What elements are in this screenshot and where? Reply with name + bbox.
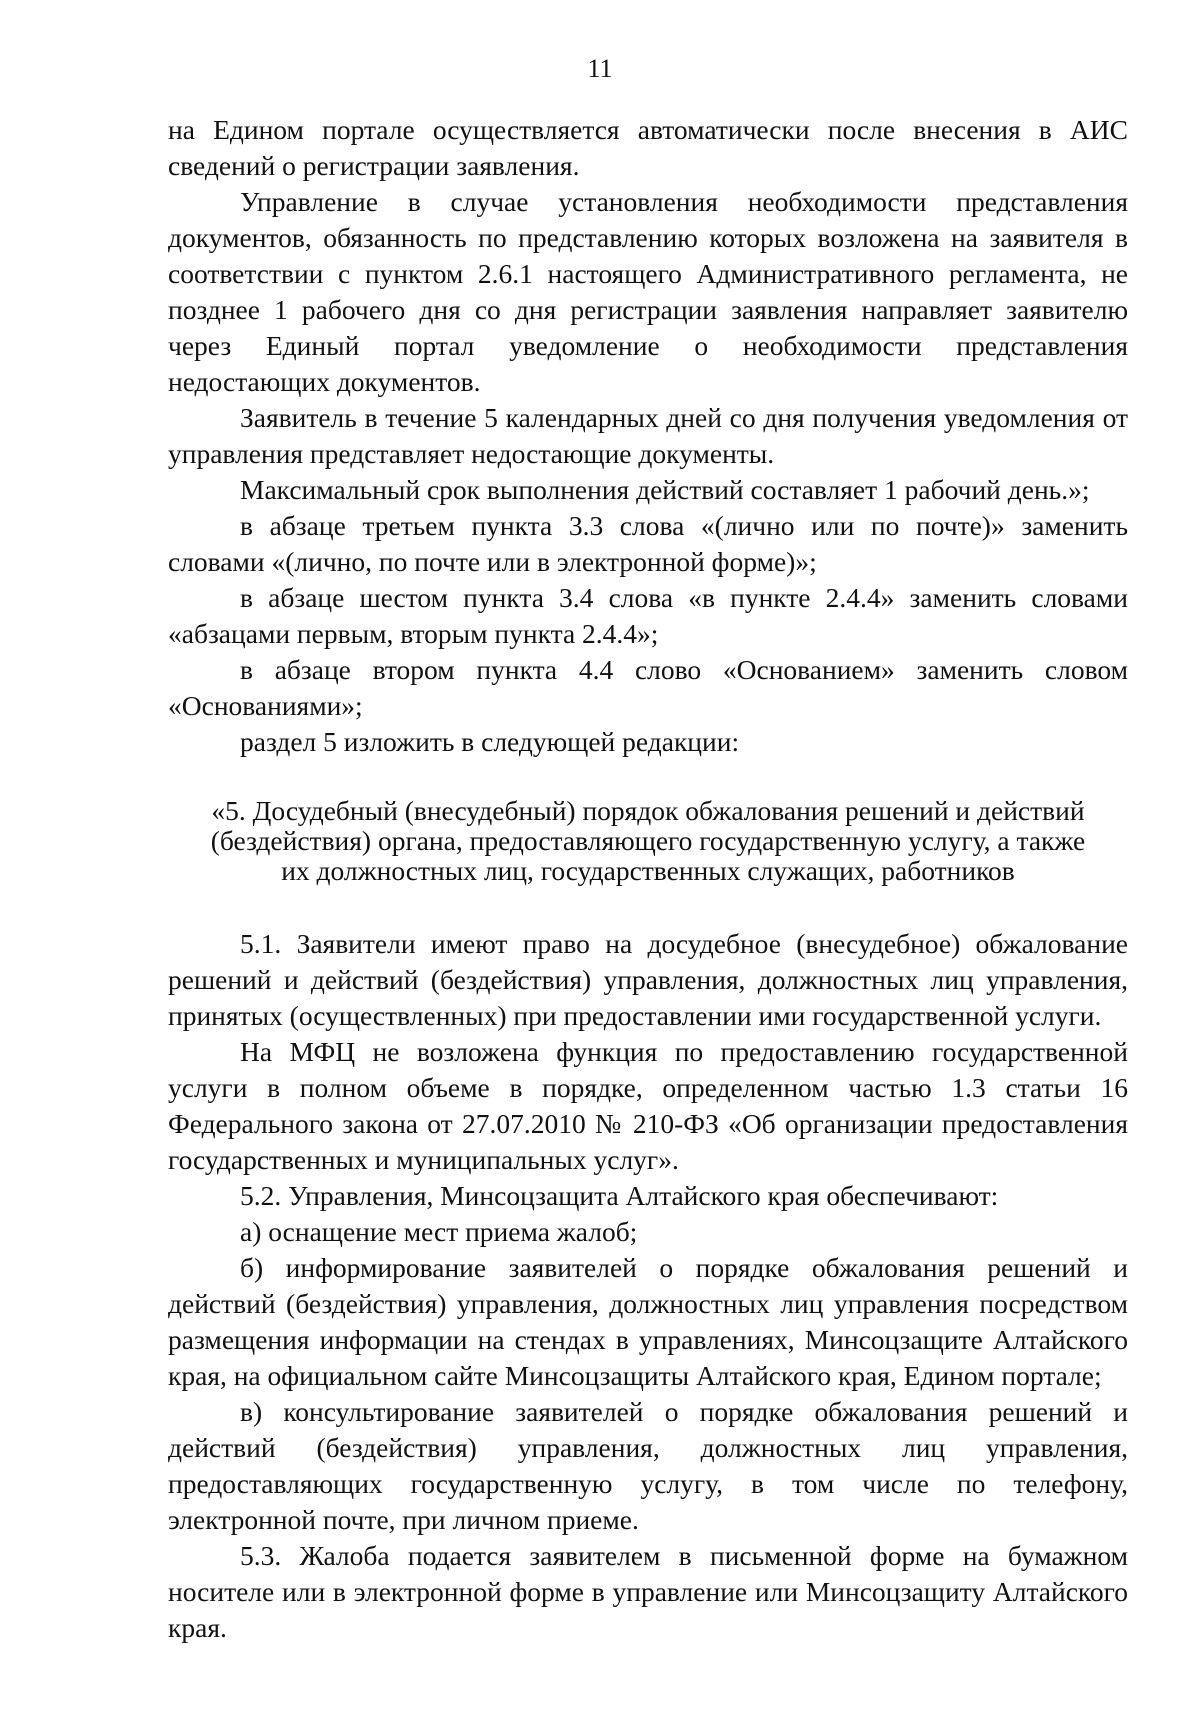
section-paragraph: в) консультирование заявителей о порядке обжалования решений и действий (бездействия) управления, должностных лиц управления, предоставляющих государственную услугу, в том числе по телефону, электронной почте, при личном приеме. (168, 1396, 1128, 1535)
section-paragraph: На МФЦ не возложена функция по предоставлению государственной услуги в полном объеме в порядке, определенном частью 1.3 статьи 16 Федерального закона от 27.07.2010 № 210-ФЗ «Об организации предоставления государственных и муниципальных услуг». (168, 1036, 1128, 1175)
paragraph: в абзаце третьем пункта 3.3 слова «(лично или по почте)» заменить словами «(лично, по почте или в электронной форме)»; (168, 510, 1128, 577)
paragraph: в абзаце шестом пункта 3.4 слова «в пункте 2.4.4» заменить словами «абзацами первым, вторым пункта 2.4.4»; (168, 582, 1128, 649)
paragraph: Управление в случае установления необходимости представления документов, обязанность по представлению которых возложена на заявителя в соответствии с пунктом 2.6.1 настоящего Административного регламента, не позднее 1 рабочего дня со дня регистрации заявления направляет заявителю через Единый портал уведомление о необходимости представления недостающих документов. (168, 186, 1128, 397)
section-paragraph: а) оснащение мест приема жалоб; (240, 1216, 638, 1247)
paragraph: раздел 5 изложить в следующей редакции: (240, 726, 740, 757)
paragraph-continuation: на Едином портале осуществляется автоматически после внесения в АИС сведений о регистрации заявления. (168, 114, 1128, 181)
section-paragraph: 5.2. Управления, Минсоцзащита Алтайского края обеспечивают: (240, 1180, 999, 1211)
paragraph: Максимальный срок выполнения действий составляет 1 рабочий день.»; (240, 474, 1090, 505)
page-number: 11 (587, 54, 613, 83)
document-body (168, 112, 1128, 1646)
paragraph: Заявитель в течение 5 календарных дней со дня получения уведомления от управления представляет недостающие документы. (168, 402, 1128, 469)
section-paragraph: 5.1. Заявители имеют право на досудебное (внесудебное) обжалование решений и действий (бездействия) управления, должностных лиц управления, принятых (осуществленных) при предоставлении ими государственной услуги. (168, 928, 1128, 1031)
section-heading: «5. Досудебный (внесудебный) порядок обжалования решений и действий (бездействия) органа, предоставляющего государственную услугу, а также их должностных лиц, государственных служащих, работников (210, 795, 1086, 886)
section-paragraph: 5.3. Жалоба подается заявителем в письменной форме на бумажном носителе или в электронной форме в управление или Минсоцзащиту Алтайского края. (168, 1540, 1128, 1643)
section-paragraph: б) информирование заявителей о порядке обжалования решений и действий (бездействия) управления, должностных лиц управления посредством размещения информации на стендах в управлениях, Минсоцзащите Алтайского края, на официальном сайте Минсоцзащиты Алтайского края, Едином портале; (168, 1252, 1128, 1391)
paragraph: в абзаце втором пункта 4.4 слово «Основанием» заменить словом «Основаниями»; (168, 654, 1128, 721)
